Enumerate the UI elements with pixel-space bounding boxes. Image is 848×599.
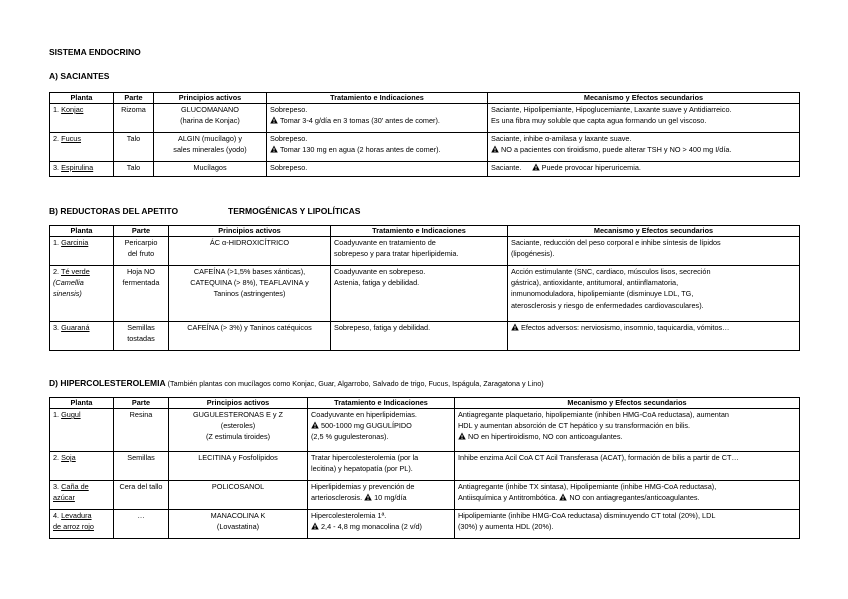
table-row (50, 237, 800, 266)
cell-planta: 1. Garcinia (50, 237, 114, 266)
plant-name: Espirulina (61, 163, 94, 172)
table-header-row (50, 226, 800, 237)
col-tratamiento: Tratamiento e Indicaciones (308, 398, 455, 409)
cell-principios: CAFEÍNA (>1,5% bases xánticas), CATEQUINA (> 8%), TEAFLAVINA y Taninos (astringentes) (169, 266, 331, 322)
cell-planta: 1. Gugul (50, 409, 114, 452)
cell-mecanismo: Acción estimulante (SNC, cardiaco, músculos lisos, secreción gástrica), antioxidante, antitumoral, antiinflamatoria, inmunomoduladora, hipolipemiante (disminuye LDL, TG, aterosclerosis y riesgo de enfermedades cardiovasculares). (508, 266, 800, 322)
cell-mecanismo: Antiagregante (inhibe TX sintasa), Hipolipemiante (inhibe HMG-CoA reductasa), Antiisquímica y Antitrombótica. NO con antiagregantes/anticoagulantes. (455, 481, 800, 510)
col-tratamiento: Tratamiento e Indicaciones (267, 93, 488, 104)
col-principios: Principios activos (169, 226, 331, 237)
cell-tratamiento: Sobrepeso. Tomar 130 mg en agua (2 horas antes de comer). (267, 133, 488, 162)
cell-planta: 2. Soja (50, 452, 114, 481)
cell-parte: … (114, 510, 169, 539)
table-row (50, 104, 800, 133)
plant-name: Fucus (61, 134, 81, 143)
plant-name: Guaraná (61, 323, 90, 332)
cell-principios: POLICOSANOL (169, 481, 308, 510)
cell-parte: Cera del tallo (114, 481, 169, 510)
cell-parte: Semillas tostadas (114, 322, 169, 351)
cell-tratamiento: Tratar hipercolesterolemia (por la lecitina) y hepatopatía (por PL). (308, 452, 455, 481)
warning-icon (511, 323, 519, 331)
cell-tratamiento: Sobrepeso. Tomar 3-4 g/día en 3 tomas (30’ antes de comer). (267, 104, 488, 133)
cell-principios: Mucílagos (154, 162, 267, 177)
warning-icon (364, 493, 372, 501)
cell-planta: 3. Guaraná (50, 322, 114, 351)
table-saciantes (49, 92, 800, 177)
section-b-heading: B) REDUCTORAS DEL APETITO (49, 206, 179, 216)
cell-principios: LECITINA y Fosfolípidos (169, 452, 308, 481)
col-mecanismo: Mecanismo y Efectos secundarios (488, 93, 800, 104)
col-parte: Parte (114, 226, 169, 237)
cell-parte: Resina (114, 409, 169, 452)
warning-icon (270, 116, 278, 124)
plant-name: Garcinia (61, 238, 89, 247)
col-mecanismo: Mecanismo y Efectos secundarios (508, 226, 800, 237)
section-d-heading: D) HIPERCOLESTEROLEMIA (También plantas con mucílagos como Konjac, Guar, Algarrobo, Salvado de trigo, Fucus, Ispágula, Zaragatona y Lino) (49, 378, 544, 388)
table-header-row (50, 398, 800, 409)
col-principios: Principios activos (169, 398, 308, 409)
cell-mecanismo: Hipolipemiante (inhibe HMG-CoA reductasa) disminuyendo CT total (20%), LDL (30%) y aumenta HDL (20%). (455, 510, 800, 539)
cell-parte: Pericarpio del fruto (114, 237, 169, 266)
plant-name: Gugul (61, 410, 81, 419)
col-principios: Principios activos (154, 93, 267, 104)
warning-icon (311, 421, 319, 429)
warning-icon (311, 522, 319, 530)
cell-mecanismo: Saciante, reducción del peso corporal e inhibe síntesis de lípidos (lipogénesis). (508, 237, 800, 266)
cell-mecanismo: Saciante. Puede provocar hiperuricemia. (488, 162, 800, 177)
plant-name: Levadura (61, 511, 92, 520)
col-planta: Planta (50, 398, 114, 409)
cell-parte: Rizoma (114, 104, 154, 133)
col-parte: Parte (114, 93, 154, 104)
table-row (50, 266, 800, 322)
table-row (50, 162, 800, 177)
cell-tratamiento: Coadyuvante en tratamiento de sobrepeso y para tratar hiperlipidemia. (331, 237, 508, 266)
cell-tratamiento: Hipercolesterolemia 1ª. 2,4 - 4,8 mg monacolina (2 v/d) (308, 510, 455, 539)
table-row (50, 322, 800, 351)
section-a-heading: A) SACIANTES (49, 71, 110, 81)
cell-parte: Talo (114, 133, 154, 162)
warning-icon (532, 163, 540, 171)
section-b2-heading: TERMOGÉNICAS Y LIPOLÍTICAS (228, 206, 361, 216)
cell-planta: 1. Konjac (50, 104, 114, 133)
cell-planta: 3. Caña de azúcar (50, 481, 114, 510)
table-row (50, 510, 800, 539)
table-header-row (50, 93, 800, 104)
col-tratamiento: Tratamiento e Indicaciones (331, 226, 508, 237)
plant-name: Té verde (61, 267, 90, 276)
cell-principios: MANACOLINA K (Lovastatina) (169, 510, 308, 539)
cell-parte: Semillas (114, 452, 169, 481)
table-row (50, 133, 800, 162)
table-reductoras (49, 225, 800, 351)
table-row (50, 452, 800, 481)
cell-mecanismo: Antiagregante plaquetario, hipolipemiante (inhiben HMG-CoA reductasa), aumentan HDL y aumentan absorción de CT hepático y su transformación en bilis. NO en hipertiroidismo, NO con anticoagulantes. (455, 409, 800, 452)
cell-planta: 3. Espirulina (50, 162, 114, 177)
cell-mecanismo: Efectos adversos: nerviosismo, insomnio, taquicardia, vómitos… (508, 322, 800, 351)
page-title: SISTEMA ENDOCRINO (49, 47, 141, 57)
table-row (50, 481, 800, 510)
plant-name: Caña de (61, 482, 89, 491)
warning-icon (559, 493, 567, 501)
warning-icon (458, 432, 466, 440)
cell-tratamiento: Sobrepeso, fatiga y debilidad. (331, 322, 508, 351)
cell-parte: Talo (114, 162, 154, 177)
cell-mecanismo: Inhibe enzima Acil CoA CT Acil Transferasa (ACAT), formación de bilis a partir de CT… (455, 452, 800, 481)
table-row (50, 409, 800, 452)
cell-planta: 2. Té verde (Camellia sinensis) (50, 266, 114, 322)
cell-planta: 4. Levadura de arroz rojo (50, 510, 114, 539)
cell-mecanismo: Saciante, Hipolipemiante, Hipoglucemiante, Laxante suave y Antidiarreico. Es una fibra muy soluble que capta agua formando un gel viscoso. (488, 104, 800, 133)
plant-name: Konjac (61, 105, 84, 114)
cell-parte: Hoja NO fermentada (114, 266, 169, 322)
cell-tratamiento: Sobrepeso. (267, 162, 488, 177)
col-planta: Planta (50, 93, 114, 104)
cell-planta: 2. Fucus (50, 133, 114, 162)
cell-tratamiento: Coadyuvante en sobrepeso. Astenia, fatiga y debilidad. (331, 266, 508, 322)
cell-principios: CAFEÍNA (> 3%) y Taninos catéquicos (169, 322, 331, 351)
warning-icon (491, 145, 499, 153)
cell-principios: GLUCOMANANO (harina de Konjac) (154, 104, 267, 133)
table-hipercolesterolemia (49, 397, 800, 539)
cell-principios: ALGIN (mucílago) y sales minerales (yodo) (154, 133, 267, 162)
warning-icon (270, 145, 278, 153)
cell-principios: GUGULESTERONAS E y Z (esteroles) (Z estimula tiroides) (169, 409, 308, 452)
cell-tratamiento: Hiperlipidemias y prevención de arteriosclerosis. 10 mg/día (308, 481, 455, 510)
col-planta: Planta (50, 226, 114, 237)
plant-name: Soja (61, 453, 76, 462)
cell-mecanismo: Saciante, inhibe α-amilasa y laxante suave. NO a pacientes con tiroidismo, puede alterar TSH y NO > 400 mg I/día. (488, 133, 800, 162)
cell-tratamiento: Coadyuvante en hiperlipidemias. 500-1000 mg GUGULÍPIDO (2,5 % gugulesteronas). (308, 409, 455, 452)
col-parte: Parte (114, 398, 169, 409)
col-mecanismo: Mecanismo y Efectos secundarios (455, 398, 800, 409)
cell-principios: ÁC α-HIDROXICÍTRICO (169, 237, 331, 266)
